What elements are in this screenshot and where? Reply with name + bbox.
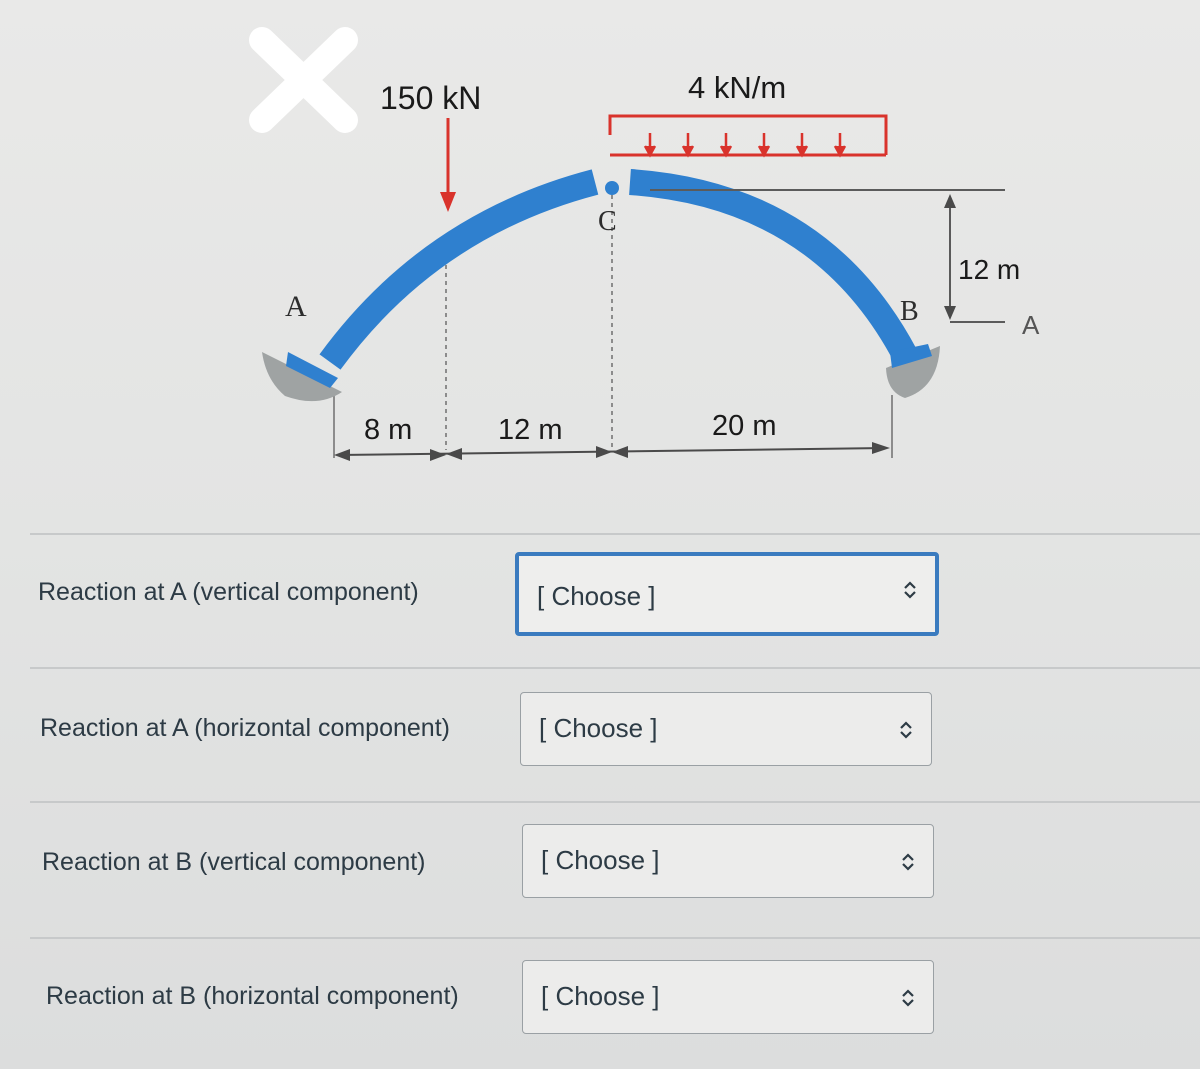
question-label: Reaction at A (horizontal component): [40, 714, 450, 742]
question-row-b-horizontal: [0, 958, 1200, 1058]
close-icon: [262, 40, 345, 120]
point-load-arrow: [440, 118, 456, 212]
divider-3: [30, 937, 1200, 939]
dimension-height-label: 12 m: [958, 254, 1021, 285]
support-b-label: B: [900, 296, 919, 327]
answer-select-b-horizontal[interactable]: [522, 960, 934, 1034]
point-load-label: 150 kN: [380, 80, 482, 116]
answer-select-a-vertical[interactable]: [515, 552, 939, 636]
arch-left-segment: [330, 182, 595, 362]
dimension-20m-label: 20 m: [712, 410, 777, 442]
select-value: [ Choose ]: [539, 713, 658, 743]
distributed-load-arrows: [645, 133, 845, 155]
question-row-b-vertical: [0, 822, 1200, 922]
select-value: [ Choose ]: [541, 981, 660, 1011]
select-chevrons-icon: [901, 988, 915, 1008]
answer-select-a-horizontal[interactable]: [520, 692, 932, 766]
hinge-c-label: C: [598, 206, 617, 237]
arch-figure: [0, 0, 1200, 520]
select-chevrons-icon: [901, 852, 915, 872]
stray-a-label: A: [1022, 310, 1040, 340]
answer-select-b-vertical[interactable]: [522, 824, 934, 898]
question-row-a-horizontal: [0, 690, 1200, 790]
select-chevrons-icon: [899, 720, 913, 740]
select-value: [ Choose ]: [541, 845, 660, 875]
question-label: Reaction at B (vertical component): [42, 848, 426, 876]
divider-top: [30, 533, 1200, 535]
dimension-12m-label: 12 m: [498, 414, 563, 446]
height-dimension: [944, 194, 956, 320]
arch-right-segment: [630, 182, 905, 355]
question-label: Reaction at A (vertical component): [38, 578, 419, 606]
question-row-a-vertical: [0, 552, 1200, 652]
select-value: [ Choose ]: [537, 581, 656, 611]
question-label: Reaction at B (horizontal component): [46, 982, 459, 1010]
distributed-load-label: 4 kN/m: [688, 70, 787, 105]
divider-1: [30, 667, 1200, 669]
support-a-label: A: [285, 290, 307, 323]
hinge-c: [605, 181, 619, 195]
select-chevrons-icon: [903, 580, 917, 600]
divider-2: [30, 801, 1200, 803]
dimension-8m-label: 8 m: [364, 414, 413, 446]
